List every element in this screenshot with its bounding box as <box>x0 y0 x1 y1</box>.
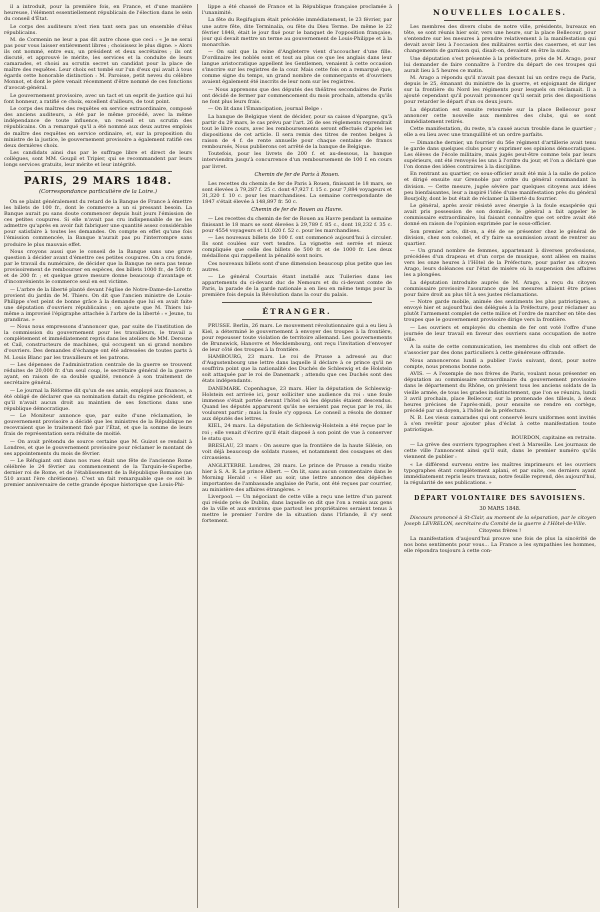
paragraph: La manifestation d'aujourd'hui prouve une fois de plus la sincérité de nos bons sentiments pour vous... La France a les sympathies les hommes, elle répondra toujours à cette con- <box>404 535 596 554</box>
paragraph: En rentrant au quartier, ce sous-officier avait été mis à la salle de police et dirigé ensuite sur Grenoble par ordre du général commandant la division. — Cette mesure, jugée sévère par quelques citoyens aux idées peu bienfaisantes, leur a inspiré l'idée d'une manifestation près du général Bourjolly, dont le but était de réclamer la liberté du fourrier. <box>404 171 596 202</box>
paragraph: Le gouvernement provisoire, avec un tact et un esprit de justice qui lui font honneur, a ratifié ce choix, excellent d'ailleurs, de tout point. <box>4 92 192 105</box>
paragraph: A la suite de cette communication, les membres du club ont offert de s'associer par des dons particuliers à cette généreuse offrande. <box>404 344 596 357</box>
section-subheading: Chemin de fer de Rouen au Havre. <box>251 206 343 213</box>
paragraph: HAMBOURG, 23 mars. Le roi de Prusse a adressé au duc d'Augustenbourg une lettre dans laquelle il déclare à ce prince qu'il ne souffrira point que la nationalité des Duchés de Schleswig et de Holstein soit attaquée par le roi de Danemark ; attendu que ces Duchés sont des états indépendants. <box>202 354 392 385</box>
paragraph: — Un grand nombre de femmes, appartenant à diverses professions, précédées d'un drapeau et d'un corps de musique, sont allées en mains vers les onze heures à l'Hôtel de la Préfecture, pour parler au citoyen Arago, leurs doléances sur l'état de misère où la suspension des affaires les a plongées. <box>404 248 596 279</box>
paragraph: Les membres des divers clubs de notre ville, présidents, bureaux en tête, se sont réunis hier soir, vers une heure, sur la place Bellecour, pour s'entendre sur les mesures à prendre relativement à la manifestation qui devait avoir lieu à l'occasion des militaires sortis des casernes, et sur les changements de garnison qui, disait-on, devaient en être la suite. <box>404 24 596 55</box>
paragraph: Liverpool. — Un négociant de cette ville a reçu une lettre d'un parent qui réside près de Dublin, dans laquelle on dit que l'on a remis aux gens de la ville et aux environs que partout les propriétaires seraient tenus à mettre le premier l'ordre de la situation dans l'Irlande, il s'y sent fortement. <box>202 494 392 525</box>
column-left <box>4 4 192 908</box>
paragraph: La députation introduite auprès de M. Arago, a reçu du citoyen commissaire provisoire l'assurance que les mesures allaient être prises pour faire droit au plus tôt à ses justes réclamations. <box>404 279 596 298</box>
paragraph: N. B. Les vieux camarades qui ont conservé leurs uniformes sont invités à s'en revêtir pour ajouter plus d'éclat à cette manifestation toute patriotique. <box>404 415 596 434</box>
paragraph: — Les dépenses de l'administration centrale de la guerre se trouvent réduites de 20,000 fr. d'un seul coup, le secrétaire général de la guerre ayant, en raison de sa double qualité, renoncé à son traitement de secrétaire général. <box>4 361 192 387</box>
column-rule-right <box>398 4 399 908</box>
paragraph: Les candidats ainsi dus par le suffrage libre et direct de leurs collègues, sont MM. Goupil et Tripier, qui se recommandent par leurs longs services gratuits, leur mérite et leur intégrité. <box>4 150 192 169</box>
section-divider <box>444 20 556 21</box>
paragraph: Une députation s'est présentée à la préfecture, près de M. Arago, pour lui demander de faire connaître à l'ordre du départ de ces troupes qui aurait lieu à 5 heures ce matin. <box>404 55 596 74</box>
section-divider <box>242 319 352 320</box>
dateline-heading: PARIS, 29 MARS 1848. <box>24 176 172 188</box>
paragraph: Le corps des maîtres des requêtes en service extraordinaire, composé des anciens auditeurs, a été par le même procédé, avec la même indépendance de toute influence, un recueil et un scrutin des républicains. On a remarqué qu'il a été nommé aux deux autres emplois de maître des requêtes en service ordinaire, et, sur la proposition du ministre de la justice, le gouvernement provisoire a également ratifié ces deux dernières choix. <box>4 106 192 149</box>
signature: BOURDON, capitaine en retraite. <box>511 434 596 441</box>
paragraph: — La grève des ouvriers typographes s'est à Marseille. Les journaux de cette ville l'annoncent ainsi qu'il suit, dans le premier numéro qu'ils viennent de publier : <box>404 442 596 461</box>
paragraph: — Le Réfugiant ont dans nos rues était une fête de l'ancienne Rome célébrée le 24 février au commencement de la Tarquin-le-Superbe, dernier roi de Rome, et de l'établissement de la République Romaine (an 510 avant l'ère chrétienne). C'est un fait remarquable que ce soit le premier anniversaire de cette grande époque historique que Louis-Phi- <box>4 458 192 489</box>
column-middle <box>202 4 392 908</box>
section-heading-local: NOUVELLES LOCALES. <box>432 8 568 17</box>
dateline-subheading: (Correspondance particulière de la Loire.) <box>38 189 158 196</box>
section-heading-foreign: ÉTRANGER. <box>262 306 332 316</box>
paragraph: — Dimanche dernier, un fourrier du 56e régiment d'artillerie avait tenu le garde dans quelques clubs pour y exprimer ses opinions démocratiques. Les élèves de l'école militaire, mais jugés peut-être comme tels par leurs supérieurs, ont été renvoyés les uns à l'ordre du jour, et l'on a déclaré que l'on donne des idées contraires à la discipline. <box>404 139 596 170</box>
paragraph: Nous annoncerons lundi a publier l'avis suivant, dont, pour notre compte, nous prenons bonne note. <box>404 357 596 370</box>
paragraph: — On avait prétendu de source certaine que M. Guizot se rendait à Londres, et que le gouvernement provisoire pour réclamer le montant de ses appointements du mois de février. <box>4 438 192 457</box>
section-date: 30 MARS 1848. <box>479 505 521 512</box>
paragraph: ANGLETERRE. Londres, 28 mars. Le prince de Prusse a rendu visite hier à S. A. R. Le prince Albert. — On lit, sans aucun commentaire dans le Morning Herald : « Hier au soir, une lettre annonce des dépêches importantes de l'ambassade anglaise de Paris, ont été reçues par courrier, au ministère des affaires étrangères. » <box>202 462 392 493</box>
paragraph: Discours prononcé à St-Clair, au moment de la séparation, par le citoyen Joseph LEVRELON, secrétaire du Comité de la guerre à l'Hôtel-de-Ville. <box>404 514 596 527</box>
paragraph: On se plaint généralement du retard de la Banque de France à émettre les billets de 100 fr., dont le commerce a un si pressant besoin. La Banque aurait pu sans doute commencer depuis huit jours l'émission de ces petites coupures. Si elle n'avait pas cru indispensable de ne les admettre qu'après en avoir fait fabriquer une quantité assez considérable pour satisfaire à toutes les demandes. On compte en effet qu'une fois l'émission commencée, la Banque n'aurait pas pu l'interrompre sans produire le plus mauvais effet. <box>4 199 192 248</box>
paragraph: — Nous nous empressons d'annoncer que, par suite de l'institution de la commission du gouvernement pour les travailleurs, le travail a complètement et immédiatement repris dans les ateliers de MM. Derosne et Cail, constructeurs de machines, qui occupent un si grand nombre d'ouvriers. Des demandes d'échange ont été adressées de toutes parts à M. Louis Blanc par les travailleurs et les patrons. <box>4 324 192 361</box>
section-divider <box>222 302 372 303</box>
paragraph: — Les recettes du chemin de fer de Rouen au Havre pendant la semaine finissant le 18 mars se sont élevées à 29,789 f. 85 c., dont 18,232 f. 35 c. pour 4554 voyageurs et 11,020 f. 52 c. pour les marchandises. <box>202 215 392 234</box>
paragraph: AVIS. — A l'exemple de nos frères de Paris, voulant nous présenter en députation au commissaire extraordinaire du gouvernement provisoire dans le département du Rhône, on prévient tous les anciens soldats de la vieille armée, de tous les grades indistinctement, que l'on se réunira, lundi 3 avril prochain, place Bellecour, sur la promenade des tilleuls, à deux heures précises de l'après-midi, pour ensuite se rendre en cortège, précédé par un doyen, à l'hôtel de la préfecture. <box>404 371 596 414</box>
paragraph: M. de Cormenin ne leur a pas dit autre chose que ceci : « Je ne serai pas pour vous laisser entièrement libres ; choisissez le plus digne. » Alors ils ont nommé, entre eux, un président et deux secrétaires ; ils ont discuté, et approuvé le mérite, les services et la conduite de leurs camarades, et choisi au scrutin secret un candidat pour la place de maître des requêtes. Leur choix est tombé sur l'un d'eux qui avait à tous égards cette honorable distinction : M. Paroisse, petit neveu du célèbre Monnot, et dont le père venait récemment d'être nommé de ces fonctions d'avocat-général. <box>4 37 192 92</box>
paragraph: « Le différend survenu entre les maîtres imprimeurs et les ouvriers typographes étant complètement aplani, et par suite, ces derniers ayant immédiatement repris leurs travaux, notre feuille reprend, dès aujourd'hui, la régularité de ses publications. » <box>404 461 596 486</box>
section-heading-savoisiens: DÉPART VOLONTAIRE DES SAVOISIENS. <box>414 494 586 502</box>
paragraph: — L'arbre de la liberté planté devant l'église de Notre-Dame-de-Lorette provient du jardin de M. Thiers. On dit que l'ancien ministre de Louis-Philippe s'est peint de bonne grâce à la demande que lui en avait faite une députation d'ouvriers républicains ; on ajoute que M. Thiers lui-même a improvisé l'épigraphe attachée à l'arbre de la liberté : « Jeune, tu grandiras. » <box>4 286 192 323</box>
paragraph: Les recettes du chemin de fer de Paris à Rouen, finissant le 18 mars, se sont élevées à 79,287 f. 25 c. dont 47,927 f. 15 c. pour 7,884 voyageurs et 31,320 f. 10 c. pour les marchandises. La semaine correspondante de 1847 s'était élevée à 148,897 fr. 50 c. <box>202 180 392 205</box>
paragraph: Son premier acte, dit-on, a été de se présenter chez le général de division, chez son colonel, et d'y faire sa soumission avant de rentrer au quartier. <box>404 228 596 247</box>
paragraph: — Notre garde mobile, animée des sentiments les plus patriotiques, a envoyé hier et aujourd'hui des délégués à la Préfecture, pour réclamer au plutôt l'armement complet de cette milice et l'ordre de marcher en tête des troupes que le gouvernement provisoire dirige vers la frontière. <box>404 299 596 324</box>
paragraph: Ces nouveaux billets sont d'une dimension beaucoup plus petite que les autres. <box>202 260 392 273</box>
paragraph: PRUSSE. Berlin, 26 mars. Le mouvement révolutionnaire qui a eu lieu à Kiel, a déterminé le gouvernement à envoyer des troupes à la frontière, pour repousser toute violation de territoire allemand. Les gouvernements de Brunswick, Hanovre et Mecklembourg, ont reçu l'invitation d'envoyer de leur côté des troupes à la frontière. <box>202 322 392 353</box>
paragraph: — On sait que la reine d'Angleterre vient d'accoucher d'une fille. D'ordinaire les noblés sont et tout au plus ce que les anglais dans leur langue aristocratique appellent les Gentlemen, venaient à cette occasion s'inscrire sur les registres de la cour. Mais cette fois on a remarqué que, comme signe du temps, un grand nombre de commerçants et d'ouvriers avaient également été inscrits de leur nom sur les registres. <box>202 49 392 86</box>
column-right <box>404 4 596 908</box>
paragraph: La fête du Regifugium était précédée immédiatement, le 23 février, par une autre fête, dite Terminalia, ou fête du Dieu Terme. De même le 22 février 1848, était le jour fixé pour le banquet de l'opposition française, jour qui devait mettre un terme au gouvernement de Louis-Philippe et à la monarchie. <box>202 17 392 48</box>
paragraph: La députation est ensuite retournée sur la place Bellecour pour annoncer cette nouvelle aux membres des clubs, qui se sont immédiatement retirés. <box>404 106 596 125</box>
paragraph: il a introduit, pour la première fois, en France, et d'une manière heureuse, l'élément essentiellement républicain de l'élection dans le sein du conseil d'État. <box>4 4 192 23</box>
paragraph: Le corps des auditeurs n'est rien tant sera pas un ensemble d'élus républicains. <box>4 23 192 36</box>
paragraph: — On lit dans l'Émancipation, journal Belge : <box>208 106 323 113</box>
paragraph: — Les ouvriers et employés du chemin de fer ont voté l'offre d'une journée de leur travail en faveur des ouvriers sans occupation de notre ville. <box>404 324 596 343</box>
paragraph: Le général, après avoir résisté avec énergie à la foule exaspérée qui avait pris possession de son domicile, le général a fait appeler le commissaire extraordinaire, lui faisant connaître que cet ordre avait été donné en raison de l'opinion exprimée par le sous-officier. <box>404 203 596 228</box>
paragraph: BRESLAU, 23 mars : On assure que la frontière de la haute Silésie, on voit déjà beaucoup de soldats russes, et notamment des cosaques et des circassiens. <box>202 442 392 462</box>
paragraph: Toutefois, pour les livrets de 200 f. et au-dessous, la banque interviendra jusqu'à concurrence d'un remboursement de 100 f. en cours par livret. <box>202 151 392 170</box>
salutation: Citoyens frères ! <box>478 528 522 535</box>
paragraph: La banque de Belgique vient de décider, pour sa caisse d'épargne, qu'à partir du 29 mars, le cas prévu par l'art. 26 de ses règlements reprendrait tout le libre cours, avec les remboursements seront effectués d'après les dispositions de cet article. Il sera remis des titres de rentes belges à raison de 4 f. de rente annuelle pour chaque centaine de francs remboursés, Nous publierons cet arrêté de la banque de Belgique. <box>202 113 392 150</box>
section-subheading: Chemin de fer de Paris à Rouen. <box>254 171 340 178</box>
paragraph: KIEL, 24 mars. La députation de Schleswig-Holstein a été reçue par le roi ; elle venait d'écrire qu'il était disposé à son point de vue à conserver le statu quo. <box>202 423 392 442</box>
paragraph: DANEMARK. Copenhague, 23 mars. Hier la députation de Schleswig-Holstein est arrivée ici, pour solliciter une audience du roi : une foule immense s'était portée devant l'hôtel où les députés étaient descendus. Quand les députés apparurent qu'ils ne seraient pas reçus par le roi, ils voulurent partir ; mais la foule s'y opposa. Le conseil a résolu de donner aux députés des lettres. <box>202 385 392 423</box>
section-divider <box>24 171 172 172</box>
section-divider <box>424 489 576 490</box>
column-rule-left <box>197 4 198 908</box>
paragraph: — Le journal la Réforme dit qu'un de ses amis, employé aux finances, a été obligé de déclarer que sa nomination datait du régime précédent, et qu'il n'avait aucun droit au maintien de ses fonctions dans une république démocratique. <box>4 387 192 412</box>
paragraph: — Les nouveaux billets de 100 f. ont commencé aujourd'hui à circuler. Ils sont coulées sur vert tendre. La vignette est serrée et mieux compliquée que celle des billets de 500 fr. et de 1000 fr. Les deux médaillons qui rappellent la pénalité sont noirs. <box>202 235 392 260</box>
paragraph: — Le Moniteur annonce que, par suite d'une réclamation, le gouvernement provisoire a décidé que les ministres de la République ne recevraient que le traitement fixé par l'État, et que la somme de leurs frais de représentation sera réduite de moitié. <box>4 413 192 438</box>
paragraph: — Le général Courtais étant installé aux Tuileries dans les appartements du ci-devant duc de Nemours et du ci-devant comte de Paris, la parade de la garde nationale a en lieu en même temps pour la première fois depuis la Révolution dans la cour du palais. <box>202 274 392 299</box>
paragraph: lippe a été chassé de France et la République française proclamée à l'unanimité. <box>202 4 392 17</box>
paragraph: Cette manifestation, du reste, n'a causé aucun trouble dans le quartier ; elle a eu lieu avec une tranquillité et un ordre parfaits. <box>404 126 596 139</box>
paragraph: Nous croyons aussi que le conseil de la Banque sans une grave question à décider avant d'émettre ces petites coupures. On a cru fondé, par le travail du numéraire, de décider que la Banque ne sera pas tenue provisoirement de rembourser en espèces, des billets 1000 fr., de 500 fr. et de 200 fr. ; et quelque grave mesure donne beaucoup d'avantage et d'inconvénients le commerce seul en est victime. <box>4 248 192 286</box>
paragraph: M. Arago a répondu qu'il n'avait pas devant lui un ordre reçu de Paris, depuis le 25, émanant du ministre de la guerre, et enjoignant de diriger sur la frontière du Nord les régiments pour lesquels on réclamait. Il a ajouté cependant qu'il pouvait prononcer qu'il serait pris des dispositions pour retarder le départ d'un ou deux jours. <box>404 75 596 106</box>
paragraph: — Nous apprenons que des députés des théâtres secondaires de Paris ont décidé de fermer par commencement du mois prochain, attendu qu'ils ne font plus leurs frais. <box>202 86 392 105</box>
